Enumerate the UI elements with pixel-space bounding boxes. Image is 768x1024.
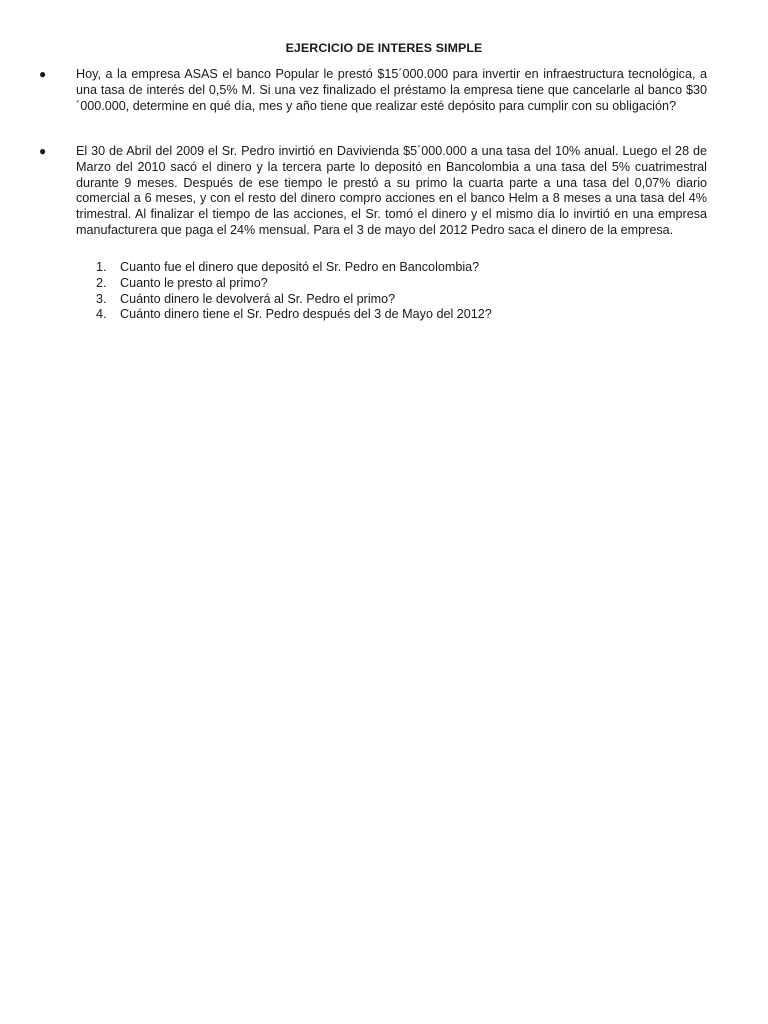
paragraph-text: Hoy, a la empresa ASAS el banco Popular le prestó $15´000.000 para invertir en infraestructura tecnológica, a una tasa de interés del 0,5% M. Si una vez finalizado el préstamo la empresa tiene que cancelarle al banco $30´000.000, determine en qué día, mes y año tiene que realizar esté depósito para cumplir con su obligación? <box>76 67 707 113</box>
exercise-paragraph-2 <box>39 144 707 239</box>
question-number: 4. <box>96 307 107 322</box>
bullet-icon: ● <box>39 67 47 81</box>
question-text: Cuánto dinero le devolverá al Sr. Pedro el primo? <box>120 291 396 306</box>
question-number: 2. <box>96 275 107 290</box>
question-item <box>96 276 696 292</box>
question-item <box>96 292 696 308</box>
question-item <box>96 307 696 323</box>
bullet-icon: ● <box>39 144 47 158</box>
document-title: EJERCICIO DE INTERES SIMPLE <box>285 41 483 55</box>
question-item <box>96 260 696 276</box>
question-number: 3. <box>96 291 107 306</box>
exercise-paragraph-1 <box>39 67 707 114</box>
paragraph-text: El 30 de Abril del 2009 el Sr. Pedro invirtió en Davivienda $5´000.000 a una tasa del 10% anual. Luego el 28 de Marzo del 2010 sacó el dinero y la tercera parte lo depositó en Bancolombia a una tasa del 5% cuatrimestral durante 9 meses. Después de ese tiempo le prestó a su primo la cuarta parte a una tasa del 0,07% diario comercial a 6 meses, y con el resto del dinero compro acciones en el banco Helm a 8 meses a una tasa del 4% trimestral. Al finalizar el tiempo de las acciones, el Sr. tomó el dinero y el mismo día lo invirtió en una empresa manufacturera que paga el 24% mensual. Para el 3 de mayo del 2012 Pedro saca el dinero de la empresa. <box>76 144 707 237</box>
question-text: Cuanto fue el dinero que depositó el Sr. Pedro en Bancolombia? <box>120 260 480 274</box>
question-text: Cuanto le presto al primo? <box>120 275 268 290</box>
question-list <box>96 260 696 323</box>
question-text: Cuánto dinero tiene el Sr. Pedro después del 3 de Mayo del 2012? <box>120 307 492 322</box>
question-number: 1. <box>96 260 107 274</box>
